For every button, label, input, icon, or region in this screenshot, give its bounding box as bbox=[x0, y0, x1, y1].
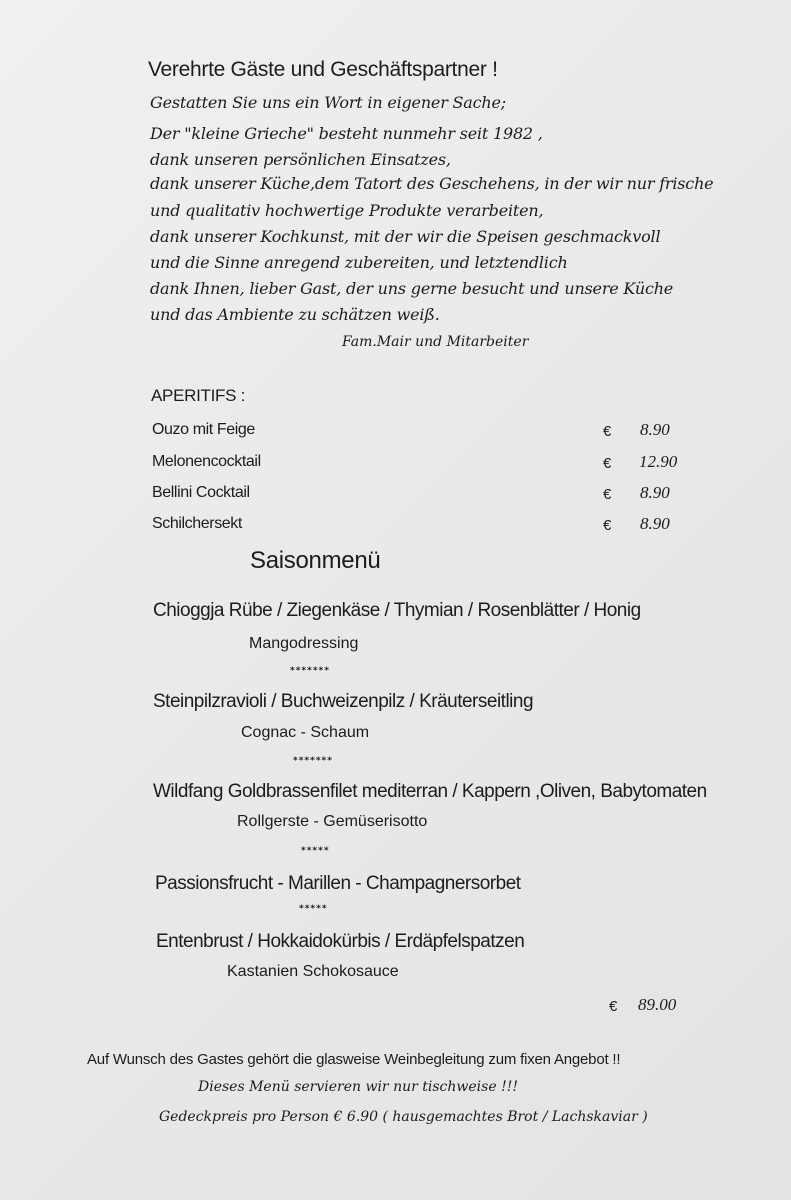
aperitif-name: Bellini Cocktail bbox=[152, 484, 250, 501]
season-menu-price: 89.00 bbox=[638, 995, 677, 1014]
euro-sign: € bbox=[603, 486, 612, 503]
course-dish: Entenbrust / Hokkaidokürbis / Erdäpfelspatzen bbox=[156, 931, 525, 952]
course-dish: Chioggja Rübe / Ziegenkäse / Thymian / Rosenblätter / Honig bbox=[153, 600, 641, 621]
intro-line: dank Ihnen, lieber Gast, der uns gerne besucht und unsere Küche bbox=[150, 279, 674, 298]
footer-table-note: Dieses Menü servieren wir nur tischweise !!! bbox=[198, 1079, 518, 1095]
course-separator: ******* bbox=[290, 666, 330, 676]
course-separator: ***** bbox=[301, 846, 330, 856]
aperitif-price: 8.90 bbox=[640, 514, 670, 533]
intro-line: Der "kleine Grieche" besteht nunmehr seit 1982 , bbox=[150, 124, 543, 143]
course-sub: Cognac - Schaum bbox=[241, 724, 370, 741]
course-sub: Kastanien Schokosauce bbox=[227, 963, 399, 980]
course-dish: Wildfang Goldbrassenfilet mediterran / Kappern ,Oliven, Babytomaten bbox=[153, 781, 707, 802]
aperitif-name: Melonencocktail bbox=[152, 453, 261, 470]
intro-line: dank unserer Kochkunst, mit der wir die Speisen geschmackvoll bbox=[150, 227, 661, 246]
aperitifs-title: APERITIFS : bbox=[151, 386, 245, 405]
aperitif-price: 8.90 bbox=[640, 483, 670, 502]
footer-wine-note: Auf Wunsch des Gastes gehört die glasweise Weinbegleitung zum fixen Angebot !! bbox=[87, 1051, 621, 1068]
aperitif-name: Ouzo mit Feige bbox=[152, 421, 255, 438]
season-menu-title: Saisonmenü bbox=[250, 547, 381, 574]
course-separator: ***** bbox=[299, 904, 328, 914]
intro-line: und die Sinne anregend zubereiten, und letztendlich bbox=[150, 253, 568, 272]
euro-sign: € bbox=[603, 423, 612, 440]
intro-line: dank unserer Küche,dem Tatort des Geschehens, in der wir nur frische bbox=[150, 174, 714, 193]
intro-signature: Fam.Mair und Mitarbeiter bbox=[342, 334, 529, 350]
intro-line: dank unseren persönlichen Einsatzes, bbox=[150, 150, 451, 169]
euro-sign: € bbox=[603, 455, 612, 472]
course-sub: Mangodressing bbox=[249, 635, 359, 652]
intro-line: und das Ambiente zu schätzen weiß. bbox=[150, 305, 440, 324]
course-sub: Rollgerste - Gemüserisotto bbox=[237, 813, 428, 830]
course-dish: Steinpilzravioli / Buchweizenpilz / Kräuterseitling bbox=[153, 691, 534, 712]
intro-line: und qualitativ hochwertige Produkte verarbeiten, bbox=[150, 201, 544, 220]
course-dish: Passionsfrucht - Marillen - Champagnersorbet bbox=[155, 873, 521, 894]
course-separator: ******* bbox=[293, 756, 333, 766]
aperitif-price: 8.90 bbox=[640, 420, 670, 439]
euro-sign: € bbox=[603, 517, 612, 534]
intro-heading: Verehrte Gäste und Geschäftspartner ! bbox=[148, 58, 498, 81]
aperitif-price: 12.90 bbox=[639, 452, 678, 471]
footer-cover-charge: Gedeckpreis pro Person € 6.90 ( hausgemachtes Brot / Lachskaviar ) bbox=[159, 1109, 648, 1125]
intro-line: Gestatten Sie uns ein Wort in eigener Sache; bbox=[150, 93, 506, 112]
aperitif-name: Schilchersekt bbox=[152, 515, 242, 532]
euro-sign: € bbox=[609, 998, 618, 1015]
